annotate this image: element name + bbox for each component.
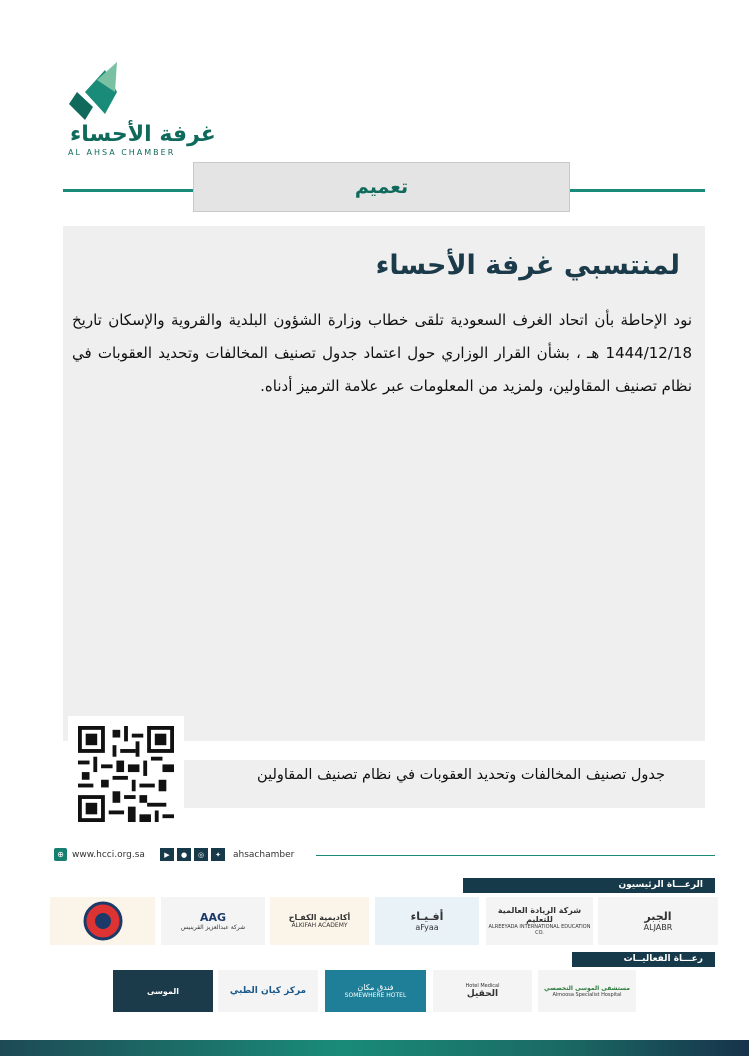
sponsor-name: أكاديمية الكفـاح [288,913,351,922]
sponsor-logo [598,897,718,945]
main-body-text: نود الإحاطة بأن اتحاد الغرف السعودية تلقى خطاب وزارة الشؤون البلدية والقروية والإسكان تاريخ 1444/12/18 هـ ، بشأن القرار الوزاري حول اعتماد جدول تصنيف المخالفات وتحديد العقوبات في نظام تصنيف المقاولين، ولمزيد من المعلومات عبر علامة الترميز أدناه. [72,311,692,395]
sponsor-logo [325,970,426,1012]
page-title: تعميم [193,162,570,212]
sponsor-name: الحقيل [466,989,499,999]
sponsor-logo [50,897,155,945]
sponsor-name: أفـيـاء [410,910,444,923]
sponsor-logo [538,970,636,1012]
globe-icon: ⊕ [54,848,67,861]
contact-divider [316,855,715,856]
sponsor-name: فندق مكان [357,983,394,992]
main-sponsors-label: الرعـــاة الرئيسيون [463,878,715,893]
sponsor-name: AAG [199,911,227,924]
social-handle: ahsachamber [233,849,295,860]
snapchat-icon[interactable]: ● [177,848,191,861]
sponsor-subtitle: Almoosa Specialist Hospital [552,991,622,998]
sponsor-subtitle: ALJABR [643,923,673,932]
instagram-icon[interactable]: ◎ [194,848,208,861]
social-links[interactable] [160,848,294,861]
qr-code-icon[interactable] [68,716,184,832]
sponsor-subtitle: ALREEYADA INTERNATIONAL EDUCATION CO. [488,924,591,936]
event-sponsors-label: رعـــاة الفعاليــات [572,952,715,967]
sponsor-subtitle: شركة عبدالعزيز القرينيس [180,924,246,931]
sponsor-subtitle: aFyaa [415,923,439,932]
title-divider-right [570,189,705,192]
sponsor-name: الجبر [644,910,672,923]
logo-english-name: AL AHSA CHAMBER [68,148,176,157]
sponsor-logo [433,970,532,1012]
main-content-box [63,226,705,741]
logo-arabic-name: غرفة الأحساء [70,122,216,147]
sponsor-subtitle: SOMEWHERE HOTEL [344,992,407,999]
sponsor-name: شركة الريادة العالمية للتعليم [497,906,582,924]
sponsor-logo [270,897,369,945]
chamber-logo-icon [55,62,195,162]
footer-bar [0,1040,749,1056]
youtube-icon[interactable]: ▶ [160,848,174,861]
sponsor-logo [486,897,593,945]
sponsor-logo [375,897,479,945]
qr-caption-box [184,760,705,808]
title-divider-left [63,189,193,192]
website-link[interactable] [54,848,145,861]
sponsor-subtitle: ALKIFAH ACADEMY [291,922,348,929]
website-text: www.hcci.org.sa [72,849,145,860]
twitter-icon[interactable]: ✦ [211,848,225,861]
sponsor-name: مستشفى الموسى التخصصي [544,984,630,992]
sponsor-emblem-icon [83,901,123,941]
sponsor-subtitle: Hotel Medical [465,983,500,989]
sponsor-name: مركز كيان الطبي [229,986,307,996]
sponsor-logo [161,897,265,945]
sponsor-logo [218,970,318,1012]
sponsor-logo [113,970,213,1012]
main-heading: لمنتسبي غرفة الأحساء [375,250,680,281]
sponsor-name: الموسى [146,986,180,996]
qr-caption: جدول تصنيف المخالفات وتحديد العقوبات في نظام تصنيف المقاولين [257,767,665,783]
